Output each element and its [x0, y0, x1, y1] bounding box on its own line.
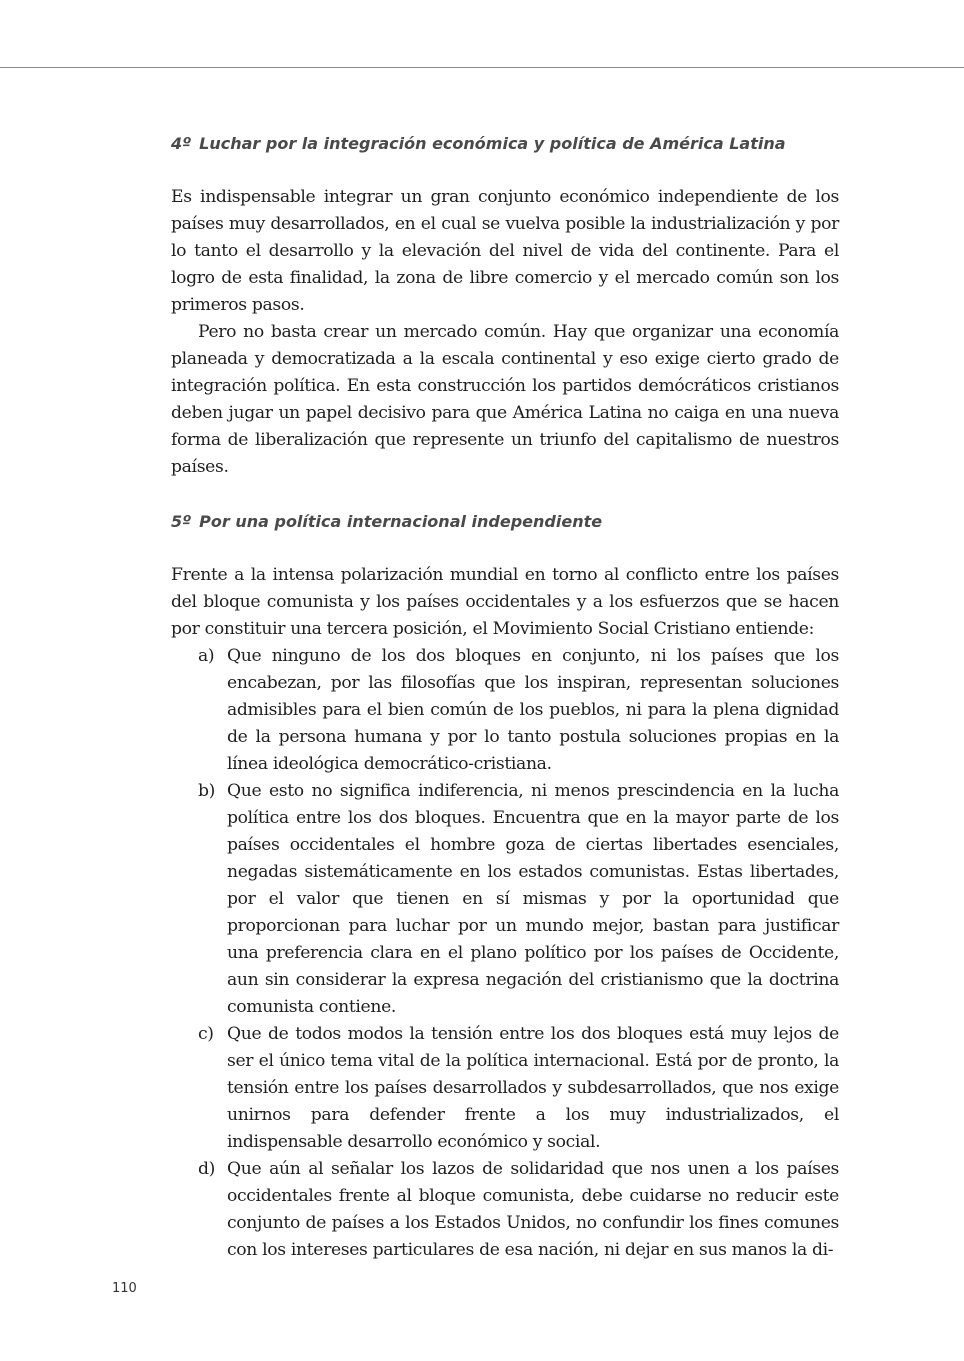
section-5-heading [171, 508, 839, 535]
page-number: 110 [112, 1281, 137, 1296]
page-body [171, 130, 839, 1264]
list-marker: d) [198, 1159, 216, 1179]
section-4-paragraph-1: Es indispensable integrar un gran conjunto económico independiente de los países muy desarrollados, en el cual se vuelva posible la industrialización y por lo tanto el desarrollo y la elevación del nivel de vida del continente. Para el logro de esta finalidad, la zona de libre comercio y el mercado común son los primeros pasos. [171, 187, 839, 315]
list-item-c [171, 1021, 839, 1156]
list-item-d [171, 1156, 839, 1264]
list-item-text: Que ninguno de los dos bloques en conjunto, ni los países que los encabezan, por las filosofías que los inspiran, representan soluciones admisibles para el bien común de los pueblos, ni para la plena dignidad de la persona humana y por lo tanto postula soluciones propias en la línea ideológica democrático-cristiana. [227, 646, 839, 774]
list-item-text: Que de todos modos la tensión entre los dos bloques está muy lejos de ser el único tema vital de la política internacional. Está por de pronto, la tensión entre los países desarrollados y subdesarrollados, que nos exige unirnos para defender frente a los muy industrializados, el indispensable desarrollo económico y social. [227, 1024, 839, 1152]
section-4-number: 4º [171, 134, 192, 153]
header-rule [0, 67, 964, 68]
section-4-paragraph-2: Pero no basta crear un mercado común. Hay que organizar una economía planeada y democratizada a la escala continental y eso exige cierto grado de integración política. En esta construcción los partidos demócráticos cristianos deben jugar un papel decisivo para que América Latina no caiga en una nueva forma de liberalización que represente un triunfo del capitalismo de nuestros países. [171, 322, 839, 477]
section-5-list [171, 643, 839, 1264]
list-marker: a) [198, 646, 215, 666]
list-item-a [171, 643, 839, 778]
section-5-title: Por una política internacional independiente [199, 512, 603, 531]
section-4-title: Luchar por la integración económica y política de América Latina [199, 134, 786, 153]
section-5-number: 5º [171, 512, 192, 531]
list-item-text: Que esto no significa indiferencia, ni menos prescindencia en la lucha política entre los dos bloques. Encuentra que en la mayor parte de los países occidentales el hombre goza de ciertas libertades esenciales, negadas sistemáticamente en los estados comunistas. Estas libertades, por el valor que tienen en sí mismas y por la oportunidad que proporcionan para luchar por un mundo mejor, bastan para justificar una preferencia clara en el plano político por los países de Occidente, aun sin considerar la expresa negación del cristianismo que la doctrina comunista contiene. [227, 781, 839, 1017]
list-marker: c) [198, 1024, 214, 1044]
list-item-text: Que aún al señalar los lazos de solidaridad que nos unen a los países occidentales frente al bloque comunista, debe cuidarse no reducir este conjunto de países a los Estados Unidos, no confundir los fines comunes con los intereses particulares de esa nación, ni dejar en sus manos la di- [227, 1159, 839, 1260]
section-4-heading [171, 130, 839, 157]
list-item-b [171, 778, 839, 1021]
section-5-intro: Frente a la intensa polarización mundial en torno al conflicto entre los países del bloque comunista y los países occidentales y a los esfuerzos que se hacen por constituir una tercera posición, el Movimiento Social Cristiano entiende: [171, 565, 839, 639]
list-marker: b) [198, 781, 216, 801]
